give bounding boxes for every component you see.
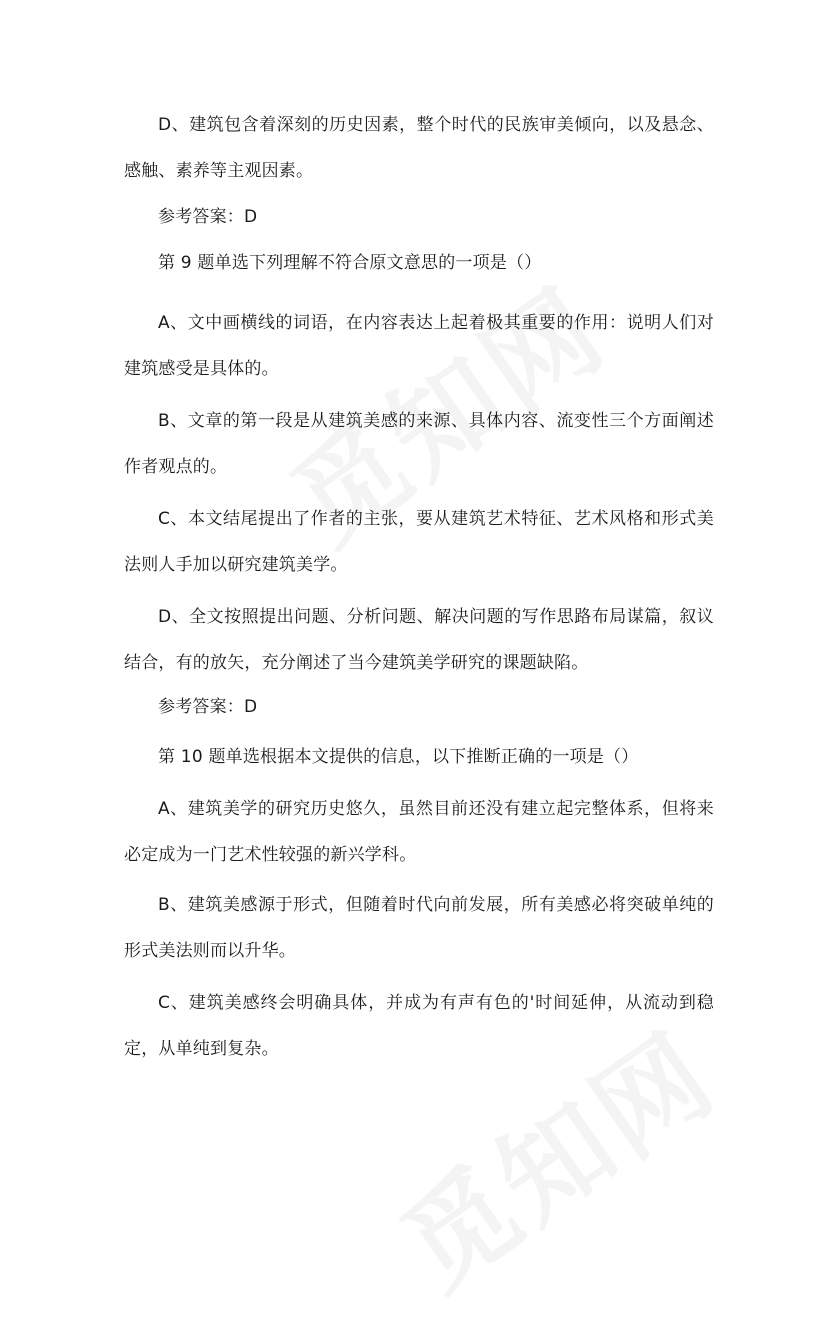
option-b-q9: B、文章的第一段是从建筑美感的来源、具体内容、流变性三个方面阐述作者观点的。 [124, 411, 714, 477]
question-10: 第 10 题单选根据本文提供的信息，以下推断正确的一项是（） [158, 747, 639, 767]
answer-q9: 参考答案：D [158, 697, 258, 717]
option-c-q9: C、本文结尾提出了作者的主张，要从建筑艺术特征、艺术风格和形式美法则人手加以研究建筑美学。 [124, 509, 714, 575]
option-c-q10: C、建筑美感终会明确具体，并成为有声有色的'时间延伸，从流动到稳定，从单纯到复杂。 [124, 993, 714, 1059]
option-d-q9: D、全文按照提出问题、分析问题、解决问题的写作思路布局谋篇，叙议结合，有的放矢，充分阐述了当今建筑美学研究的课题缺陷。 [124, 607, 714, 673]
question-9: 第 9 题单选下列理解不符合原文意思的一项是（） [158, 253, 542, 273]
answer-q8: 参考答案：D [158, 207, 258, 227]
option-a-q9: A、文中画横线的词语，在内容表达上起着极其重要的作用：说明人们对建筑感受是具体的。 [124, 313, 714, 379]
option-d-q8: D、建筑包含着深刻的历史因素，整个时代的民族审美倾向，以及悬念、感触、素养等主观因素。 [124, 115, 714, 181]
option-a-q10: A、建筑美学的研究历史悠久，虽然目前还没有建立起完整体系，但将来必定成为一门艺术性较强的新兴学科。 [124, 799, 714, 865]
option-b-q10: B、建筑美感源于形式，但随着时代向前发展，所有美感必将突破单纯的形式美法则而以升华。 [124, 895, 714, 961]
